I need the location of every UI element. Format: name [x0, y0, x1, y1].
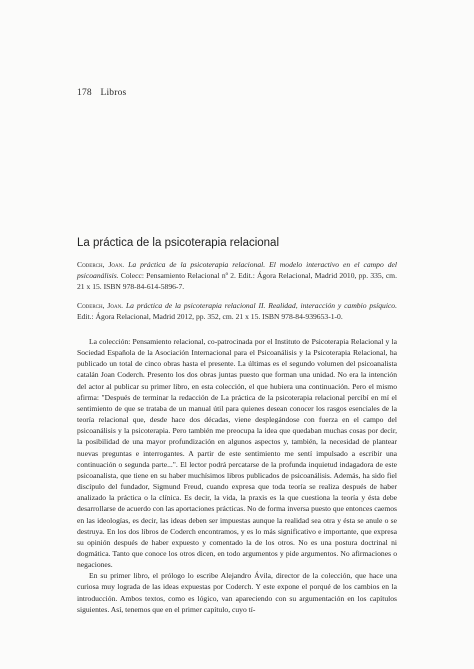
reference-entry	[77, 259, 397, 292]
reference-details: Colecc: Pensamiento Relacional nº 2. Edit.: Ágora Relacional, Madrid 2010, pp. 335, cm. 21 x 15. ISBN 978-84-614-5896-7.	[77, 271, 397, 292]
body-paragraph: En su primer libro, el prólogo lo escribe Alejandro Ávila, director de la colección, que hace una curiosa muy lograda de las ideas expuestas por Coderch. Y este expone el porqué de los cambios en la introducción. Ambos textos, como es lógico, van apareciendo con su argumentación en los capítulos siguientes. Así, tenemos que en el primer capítulo, cuyo tí-	[77, 571, 397, 614]
reference-work-title: La práctica de la psicoterapia relacional II. Realidad, interacción y cambio psíquico.	[125, 301, 397, 311]
reference-details: Edit.: Ágora Relacional, Madrid 2012, pp. 352, cm. 21 x 15. ISBN 978-84-939653-1-0.	[77, 312, 343, 322]
reference-entry	[77, 300, 397, 322]
reference-work-title: La práctica de la psicoterapia relacional. El modelo interactivo en el campo del psicoanálisis.	[77, 260, 397, 281]
section-title: La práctica de la psicoterapia relacional	[77, 237, 280, 249]
page-number: 178	[77, 88, 92, 98]
bibliographic-references	[77, 259, 397, 330]
reference-author: Coderch, Joan.	[77, 260, 125, 269]
running-head-label: Libros	[100, 88, 127, 98]
running-head	[77, 88, 126, 98]
reference-author: Coderch, Joan.	[77, 301, 124, 311]
review-body	[77, 336, 397, 615]
body-paragraph: La colección: Pensamiento relacional, co-patrocinada por el Instituto de Psicoterapia Relacional y la Sociedad Española de la Asociación Internacional para el Psicoanálisis y la Psicoterapia Relacional, ha publicado un total de cinco obras hasta el presente. La últimas es el segundo volumen del psicoanalista catalán Joan Coderch. Presento los dos obras juntas puesto que forman una unidad. No era la intención del actor al publicar su primer libro, en esta colección, el que hubiera una continuación. Pero el mismo afirma: "Después de terminar la redacción de La práctica de la psicoterapia relacional percibí en mí el sentimiento de que se trataba de un manual útil para quienes desean conocer los rasgos esenciales de la teoría relacional que, desde hace dos décadas, viene desplegándose con fuerza en el campo del psicoanálisis y la psicoterapia. Pero también me preocupa la idea que quedaban muchas cosas por decir, la posibilidad de una mayor profundización en algunos aspectos y, también, la necesidad de plantear nuevas preguntas e interrogantes. A partir de este sentimiento me sentí impulsado a escribir una continuación o segunda parte...". El lector podrá percatarse de la profunda inquietud indagadora de este psicoanalista, que tiene en su haber muchísimos libros publicados de psicoanálisis. Además, ha sido fiel discípulo del fundador, Sigmund Freud, cuando expresa que toda teoría se realiza después de haber analizado la práctica o la clínica. Es decir, la vida, la praxis es la que cuestiona la teoría y ésta debe desarrollarse de acuerdo con las aportaciones prácticas. No de forma inversa puesto que entonces caemos en las ideologías, es decir, las ideas deben ser impuestas aunque la realidad sea otra y ésta se anule o se destruya. En los dos libros de Coderch encontramos, y es lo más significativo e importante, que expresa su opinión después de haber expuesto y comentado la de los otros. No es una postura doctrinal ni dogmática. Tanto que conoce los otros dicen, en todo argumentos y pide argumentos. No afirmaciones o negaciones.	[77, 337, 397, 570]
